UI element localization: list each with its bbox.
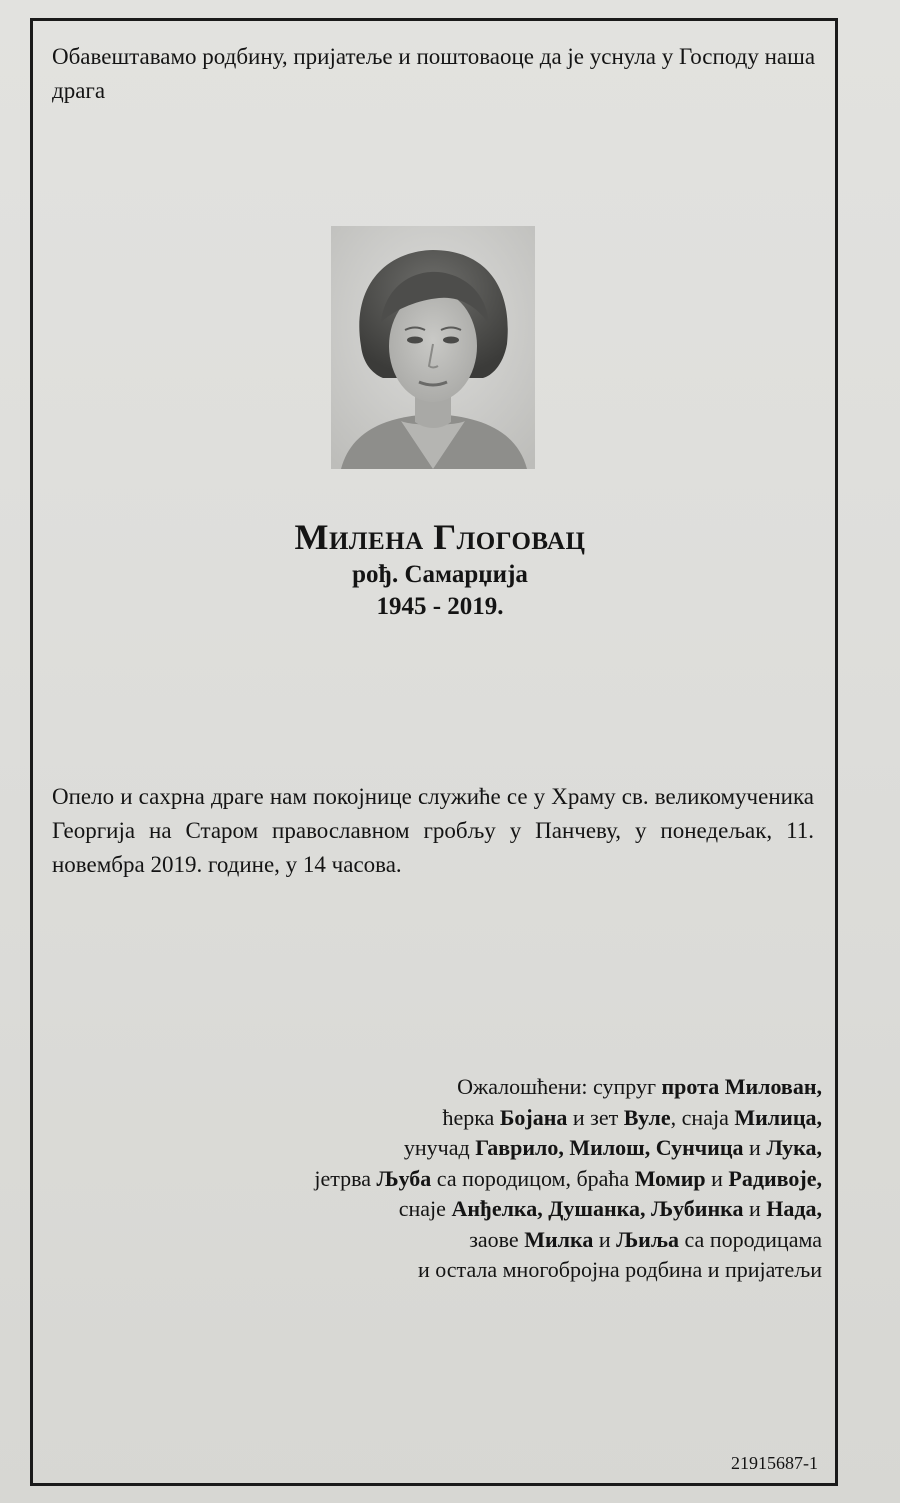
mourner-name: Милица, — [734, 1104, 822, 1130]
mourner-text: заове — [469, 1226, 525, 1252]
mourners-line — [102, 1255, 822, 1286]
mourner-text: Ожалошћени: супруг — [457, 1074, 662, 1099]
mourner-name: Лука, — [766, 1135, 822, 1160]
mourner-text: , снаја — [670, 1104, 735, 1130]
deceased-name: Милена Глоговац — [294, 517, 586, 557]
mourners-line — [102, 1225, 822, 1256]
mourners-list — [102, 1072, 822, 1286]
mourner-name: Милка — [524, 1226, 594, 1252]
ad-code: 21915687-1 — [731, 1453, 818, 1473]
mourner-name: Момир — [634, 1165, 706, 1191]
mourner-text: и — [705, 1165, 729, 1191]
mourner-text: и — [743, 1135, 767, 1160]
mourners-line — [102, 1133, 822, 1164]
mourner-name: Вуле — [623, 1104, 671, 1130]
funeral-service-text: Опело и сахрна драге нам покојнице служиће се у Храму св. великомученика Георгија на Старом православном гробљу у Панчеву, у понедељак, 11. новембра 2019. године, у 14 часова. — [52, 784, 814, 877]
life-years: 1945 - 2019. — [376, 593, 504, 620]
mourner-name: Бојана — [499, 1104, 568, 1130]
mourner-text: са породицом, браћа — [431, 1165, 635, 1191]
mourners-line — [102, 1072, 822, 1103]
mourner-name: Нада, — [766, 1196, 822, 1221]
mourner-text: снаје — [398, 1196, 452, 1221]
mourners-line — [102, 1164, 822, 1195]
mourner-text: ћерка — [442, 1104, 500, 1130]
deceased-info — [150, 515, 730, 623]
mourners-line — [102, 1103, 822, 1134]
mourners-line — [102, 1194, 822, 1225]
mourner-text: јетрва — [314, 1165, 377, 1191]
intro-text: Обавештавамо родбину, пријатеље и поштоваоце да је уснула у Господу наша драга — [52, 44, 816, 103]
mourner-name: Радивоје, — [728, 1165, 822, 1191]
portrait-illustration — [331, 226, 535, 469]
mourner-name: Гаврило, Милош, Сунчица — [475, 1135, 744, 1160]
mourner-text: и зет — [567, 1104, 624, 1130]
mourner-text: и — [743, 1196, 767, 1221]
mourner-text: и остала многобројна родбина и пријатељи — [417, 1257, 822, 1282]
portrait-photo — [331, 226, 535, 469]
mourner-text: унучад — [403, 1135, 476, 1160]
mourner-name: Љиља — [616, 1226, 680, 1252]
mourner-name: Анђелка, Душанка, Љубинка — [451, 1196, 744, 1221]
mourner-name: прота Милован, — [661, 1074, 822, 1099]
maiden-name: рођ. Самарџија — [352, 561, 528, 588]
mourner-name: Љуба — [376, 1165, 432, 1191]
mourner-text: са породицама — [679, 1226, 822, 1252]
mourner-text: и — [593, 1226, 617, 1252]
